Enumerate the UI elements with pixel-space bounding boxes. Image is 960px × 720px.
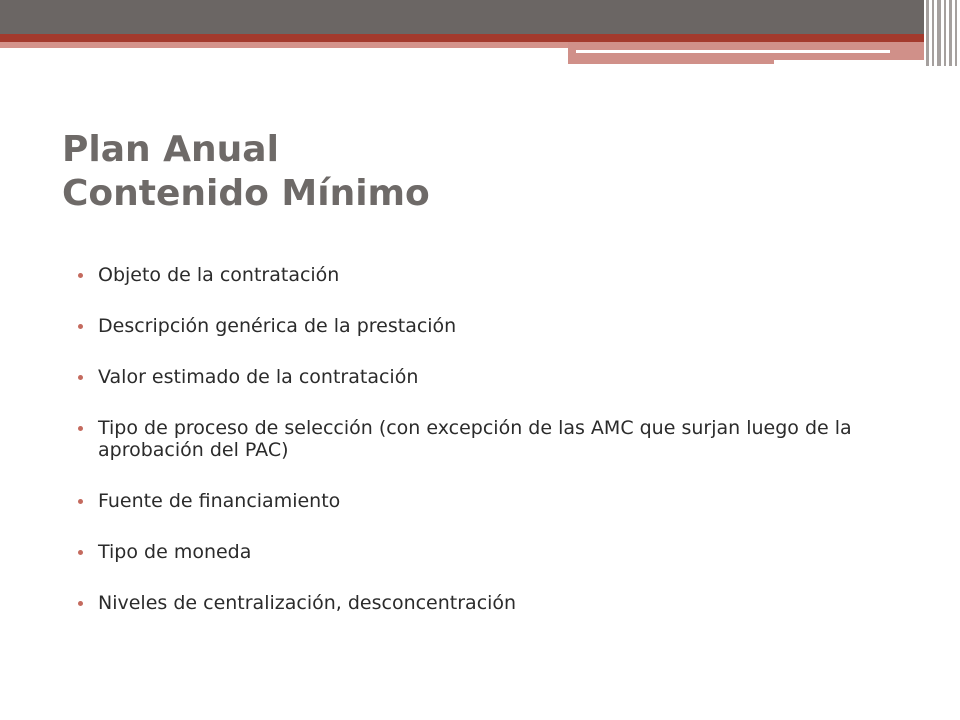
stripe — [932, 0, 934, 66]
bullet-item — [78, 541, 858, 563]
header-stripes-decoration — [924, 0, 960, 66]
bullet-dot-icon — [78, 426, 83, 431]
slide-title-line-1: Plan Anual — [62, 129, 279, 170]
header-band-red — [0, 34, 960, 42]
bullet-text: Niveles de centralización, desconcentración — [98, 592, 517, 614]
bullet-dot-icon — [78, 375, 83, 380]
bullet-text: Descripción genérica de la prestación — [98, 315, 457, 337]
bullet-item — [78, 490, 858, 512]
bullet-item — [78, 366, 858, 388]
stripe — [937, 0, 941, 66]
stripe — [926, 0, 929, 66]
bullet-text: Tipo de moneda — [98, 541, 252, 563]
bullet-dot-icon — [78, 601, 83, 606]
bullet-dot-icon — [78, 273, 83, 278]
bullet-dot-icon — [78, 324, 83, 329]
stripe — [944, 0, 946, 66]
bullet-text: Objeto de la contratación — [98, 264, 340, 286]
bullet-item — [78, 417, 858, 461]
bullet-dot-icon — [78, 550, 83, 555]
slide-title — [62, 128, 902, 216]
slide-title-line-2: Contenido Mínimo — [62, 173, 430, 214]
bullet-item — [78, 592, 858, 614]
bullet-dot-icon — [78, 499, 83, 504]
stripe — [949, 0, 952, 66]
stripe — [955, 0, 957, 66]
bullet-text: Valor estimado de la contratación — [98, 366, 419, 388]
header-band-highlight-line — [576, 50, 890, 53]
bullet-text: Tipo de proceso de selección (con excepción de las AMC que surjan luego de la aprobación del PAC) — [98, 417, 852, 461]
header-band-dark — [0, 0, 960, 34]
header-band-pink-left — [0, 42, 568, 48]
bullet-item — [78, 315, 858, 337]
bullet-item — [78, 264, 858, 286]
bullet-text: Fuente de financiamiento — [98, 490, 341, 512]
bullet-list — [78, 264, 858, 643]
